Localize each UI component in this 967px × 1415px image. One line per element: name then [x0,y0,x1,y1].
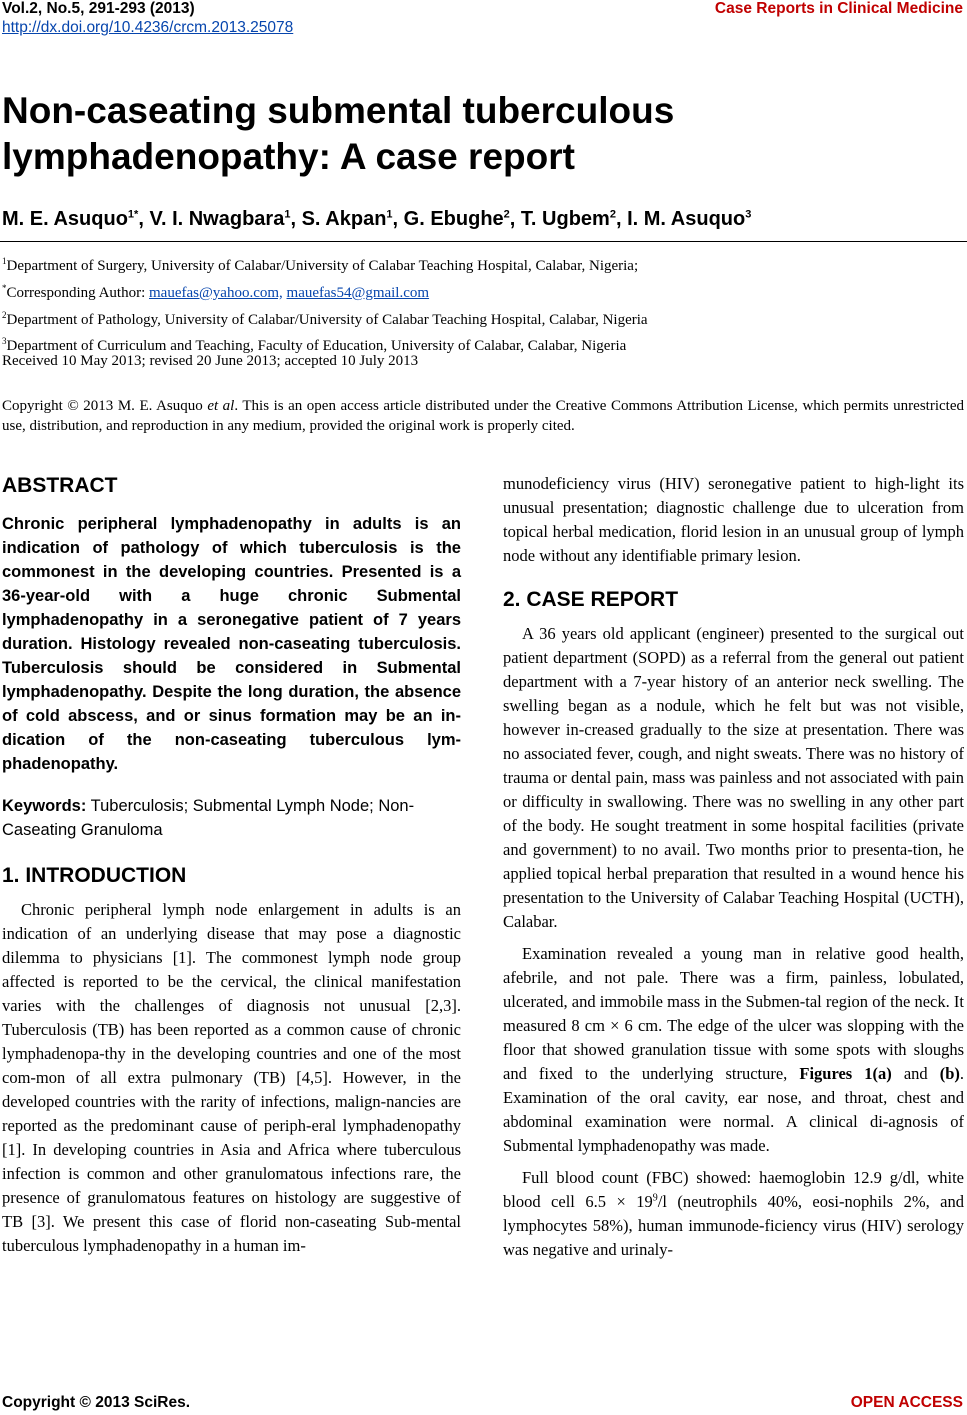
abstract-heading: ABSTRACT [2,474,118,497]
case-paragraph-3: Full blood count (FBC) showed: haemoglobin 12.9 g/dl, white blood cell $6.5 \times 19^9/l$ (neutrophils 40%, eosi-nophils 2%, and lymphocytes 58%), human immunode-ficiency virus (HIV) serology was negative and urinaly- [503,1168,964,1259]
footer-open-access: OPEN ACCESS [850,1394,963,1411]
article-title [2,88,942,180]
author: M. E. Asuquo$^{1*}$, [2,208,150,230]
corresponding-author: *Corresponding Author: mauefas@yahoo.com, mauefas54@gmail.com [2,282,430,301]
affiliation-1: $^1$Department of Surgery, University of Calabar/University of Calabar Teaching Hospital, Calabar, Nigeria; [2,256,639,274]
left-column [2,472,461,1258]
author: T. Ugbem$^2$, [520,208,628,230]
title-line-2: lymphadenopathy: A case report [2,136,575,177]
volume-info: Vol.2, No.5, 291-293 (2013) [2,0,195,17]
keywords: Keywords: Tuberculosis; Submental Lymph Node; Non-Caseating Granuloma [2,797,415,839]
right-column [503,472,964,1262]
title-line-1: Non-caseating submental tuberculous [2,90,675,131]
abstract-text: Chronic peripheral lymphadenopathy in adults is an indication of pathology of which tuberculosis is the commonest in the developing countries. Presented is a 36-year-old with a huge chronic Submental lymphadenopathy in a seronegative patient of 7 years duration. Histology revealed non-caseating tuberculosis. Tuberculosis should be considered in Submental lymphadenopathy. Despite the long duration, the absence of cold abscess, and or sinus formation may be an in-dication of the non-caseating tuberculous lym-phadenopathy. [2,515,461,773]
journal-name: Case Reports in Clinical Medicine [714,0,963,17]
case-paragraph-1: A 36 years old applicant (engineer) presented to the surgical out patient department (SOPD) as a referral from the general out patient department with a 7-year history of an anterior neck swelling. The swelling began as a nodule, which he felt but was not visible, however in-creased gradually to the size at presentation. There was no associated fever, cough, and night sweats. There was no history of trauma or dental pain, mass was painless and not associated with pain or difficulty in swallowing. There was no swelling in any other part of the body. He sought treatment in some hospital facilities (private and government) to no avail. Two months prior to presenta-tion, he applied topical herbal preparation that resulted in a wound hence his presentation to the University of Calabar Teaching Hospital (UCTH), Calabar. [503,624,964,931]
received-dates: Received 10 May 2013; revised 20 June 2013; accepted 10 July 2013 [2,353,419,369]
affiliation-3: $^3$Department of Curriculum and Teaching, Faculty of Education, University of Calabar, Calabar, Nigeria [2,336,627,355]
introduction-paragraph: Chronic peripheral lymph node enlargement in adults is an indication of an underlying disease that may pose a diagnostic dilemma to physicians [1]. The commonest lymph node group affected is reported to be the cervical, the clinical manifestation varies with the challenges of diagnosis not unusual [2,3]. Tuberculosis (TB) has been reported as a common cause of chronic lymphadenopa-thy in the developing countries and one of the most com-mon of all extra pulmonary (TB) [4,5]. However, in the developed countries with the rarity of infections, malign-nancies are reported as the predominant cause of periph-eral lymphadenopathy [1]. In developing countries in Asia and Africa where tuberculous infection is common and other granulomatous infections rare, the presence of granulomatous features on histology are suggestive of TB [3]. We present this case of florid non-caseating Sub-mental tuberculous lymphadenopathy in a human im- [2,900,461,1255]
affiliation-2: $^2$Department of Pathology, University of Calabar/University of Calabar Teaching Hospital, Calabar, Nigeria [2,309,648,328]
doi-link[interactable]: http://dx.doi.org/10.4236/crcm.2013.25078 [2,19,294,36]
introduction-heading: 1. INTRODUCTION [2,864,187,887]
email-link-1[interactable]: mauefas@yahoo.com, [149,284,283,301]
introduction-paragraph-continued: munodeficiency virus (HIV) seronegative patient to high-light its unusual presentation; diagnostic challenge due to ulceration from topical herbal medication, florid lesion in an unusual group of lymph node without any identifiable primary lesion. [503,474,964,565]
figure-1a-ref[interactable]: Figures 1(a) [799,1064,892,1083]
author: V. I. Nwagbara$^1$, [149,208,302,230]
author: I. M. Asuquo$^3$ [627,208,752,230]
copyright-notice: Copyright © 2013 M. E. Asuquo et al. This is an open access article distributed under the Creative Commons Attribution License, which permits unrestricted use, distribution, and reproduction in any medium, provided the original work is properly cited. [2,398,964,434]
author: G. Ebughe$^2$, [403,208,521,230]
case-paragraph-2: Examination revealed a young man in relative good health, afebrile, and not pale. There was a firm, painless, lobulated, ulcerated, and immobile mass in the Submen-tal region of the neck. It measured 8 cm × 6 cm. The edge of the ulcer was slopping with the floor that showed granulation tissue with some spots with sloughs and fixed to the underlying structure, Figures 1(a) and (b). Examination of the oral cavity, ear nose, and throat, chest and abdominal examination were normal. A clinical di-agnosis of Submental lymphadenopathy was made. [503,944,964,1155]
affiliations [2,251,962,358]
author: S. Akpan$^1$, [301,208,404,230]
email-link-2[interactable]: mauefas54@gmail.com [286,284,430,301]
footer-copyright: Copyright © 2013 SciRes. [2,1394,191,1411]
title-divider [0,241,967,242]
case-report-heading: 2. CASE REPORT [503,588,679,611]
author-list [2,208,751,231]
figure-1b-ref[interactable]: (b) [939,1064,960,1083]
